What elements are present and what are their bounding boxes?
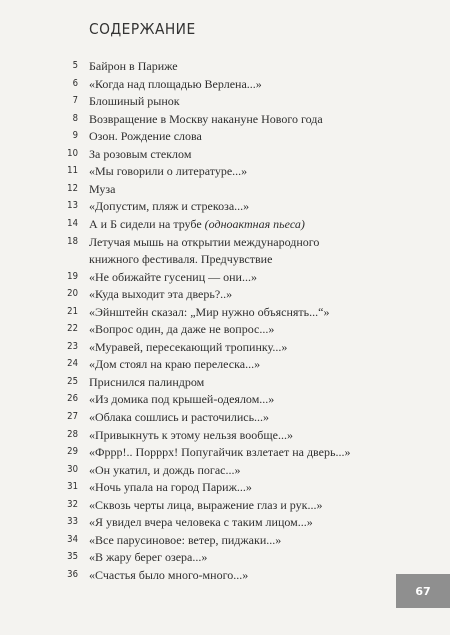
toc-entry-title <box>89 567 409 584</box>
toc-page-number: 12 <box>67 182 78 194</box>
toc-entry-title <box>89 269 409 286</box>
toc-entry-text: Возвращение в Москву накануне Нового года <box>89 111 323 126</box>
toc-entry-title <box>89 198 409 215</box>
toc-entry-title <box>89 286 409 303</box>
toc-entry-text: «Сквозь черты лица, выражение глаз и рук...» <box>89 497 323 512</box>
page-number-badge: 67 <box>396 574 450 608</box>
toc-entry-title <box>89 339 409 356</box>
toc-page-number: 14 <box>67 217 78 229</box>
toc-entry-title <box>89 549 409 566</box>
toc-entry-text: «Мы говорили о литературе...» <box>89 164 248 179</box>
toc-entry-title <box>89 427 409 444</box>
toc-page-number: 25 <box>67 375 78 387</box>
toc-page-number: 9 <box>72 130 78 142</box>
toc-entry-text: «Допустим, пляж и стрекоза...» <box>89 199 250 214</box>
toc-entry-text: Приснился палиндром <box>89 374 205 389</box>
toc-entry-title <box>89 128 409 145</box>
toc-entry-text: «Муравей, пересекающий тропинку...» <box>89 339 288 354</box>
toc-entry-title <box>89 304 409 321</box>
toc-entry-text: Блошиный рынок <box>89 94 180 109</box>
toc-entry-text: «В жару берег озера...» <box>89 550 208 565</box>
toc-page-number: 34 <box>67 533 78 545</box>
toc-entry-text: «Он укатил, и дождь погас...» <box>89 462 241 477</box>
toc-entry-text: «Все парусиновое: ветер, пиджаки...» <box>89 532 282 547</box>
toc-entry-title <box>89 321 409 338</box>
toc-page-number: 33 <box>67 516 78 528</box>
toc-entry-title <box>89 146 409 163</box>
toc-page-number: 31 <box>67 481 78 493</box>
toc-entry-text: «Счастья было много-много...» <box>89 567 249 582</box>
toc-page-number: 23 <box>67 340 78 352</box>
toc-entry-text: Летучая мышь на открытии международного <box>89 234 320 249</box>
toc-page-number: 19 <box>67 270 78 282</box>
toc-entry-title <box>89 409 409 426</box>
toc-page-number: 24 <box>67 358 78 370</box>
toc-entry-title <box>89 444 409 461</box>
toc-page-number: 5 <box>72 60 78 71</box>
toc-entry-title <box>89 58 409 75</box>
toc-entry-text: Муза <box>89 181 116 196</box>
toc-page-number: 36 <box>67 568 78 580</box>
toc-entry-subtitle: (одноактная пьеса) <box>204 216 305 231</box>
toc-page-number: 13 <box>67 200 78 212</box>
toc-entry-text: «Фррр!.. Порррх! Попугайчик взлетает на дверь...» <box>89 445 351 460</box>
toc-entry-title <box>89 479 409 496</box>
toc-entry-title <box>89 462 409 479</box>
toc-entry-text: «Из домика под крышей-одеялом...» <box>89 392 275 407</box>
toc-entry-text: «Облака сошлись и расточились...» <box>89 410 270 424</box>
toc-entry-title <box>89 163 409 180</box>
toc-entry-title <box>89 391 409 408</box>
toc-entry-text: «Не обижайте гусениц — они...» <box>89 269 257 284</box>
toc-page-number: 8 <box>72 112 78 124</box>
toc-entry-text: «Я увидел вчера человека с таким лицом...» <box>89 515 313 530</box>
toc-entry-text: «Эйнштейн сказал: „Мир нужно объяснять...“» <box>89 304 330 319</box>
toc-entry-title <box>89 374 409 391</box>
toc-entry-text: «Привыкнуть к этому нельзя вообще...» <box>89 427 293 442</box>
page-title: СОДЕРЖАНИЕ <box>89 20 196 38</box>
toc-entry-text: Байрон в Париже <box>89 59 178 73</box>
toc-entry-text: А и Б сидели на трубе <box>89 216 205 231</box>
toc-page-number: 27 <box>67 411 78 422</box>
toc-entry-title <box>89 532 409 549</box>
toc-page-number: 32 <box>67 498 78 510</box>
toc-page-number: 22 <box>67 323 78 335</box>
toc-entry-title <box>89 76 409 93</box>
toc-entry-text-continued: книжного фестиваля. Предчувствие <box>89 251 273 266</box>
toc-entry-title <box>89 234 409 268</box>
toc-entry-title <box>89 356 409 373</box>
toc-entry-title <box>89 514 409 531</box>
toc-entry-text: «Вопрос один, да даже не вопрос...» <box>89 322 275 337</box>
toc-entry-text: «Ночь упала на город Париж...» <box>89 480 252 495</box>
toc-entry-title <box>89 181 409 198</box>
toc-page-number: 18 <box>67 235 78 247</box>
toc-entry-title <box>89 93 409 110</box>
toc-page-number: 21 <box>67 305 78 317</box>
toc-entry-title <box>89 497 409 514</box>
toc-entry-text: «Дом стоял на краю перелеска...» <box>89 357 261 372</box>
toc-page-number: 35 <box>67 551 78 563</box>
toc-page-number: 28 <box>67 428 78 440</box>
toc-entry-text: «Куда выходит эта дверь?..» <box>89 287 233 302</box>
toc-page-number: 11 <box>67 165 78 177</box>
toc-page-number: 6 <box>72 77 78 89</box>
toc-entry-title <box>89 111 409 128</box>
toc-page-number: 10 <box>67 147 78 159</box>
toc-page-number: 30 <box>67 463 78 475</box>
toc-page-number: 29 <box>67 446 78 458</box>
toc-entry-text: За розовым стеклом <box>89 146 192 161</box>
toc-entry-text: «Когда над площадью Верлена...» <box>89 76 262 91</box>
toc-page-number: 26 <box>67 393 78 405</box>
toc-entry-title <box>89 216 409 233</box>
toc-page-number: 20 <box>67 288 78 300</box>
toc-page-number: 7 <box>72 95 78 107</box>
toc-entry-text: Озон. Рождение слова <box>89 129 202 144</box>
